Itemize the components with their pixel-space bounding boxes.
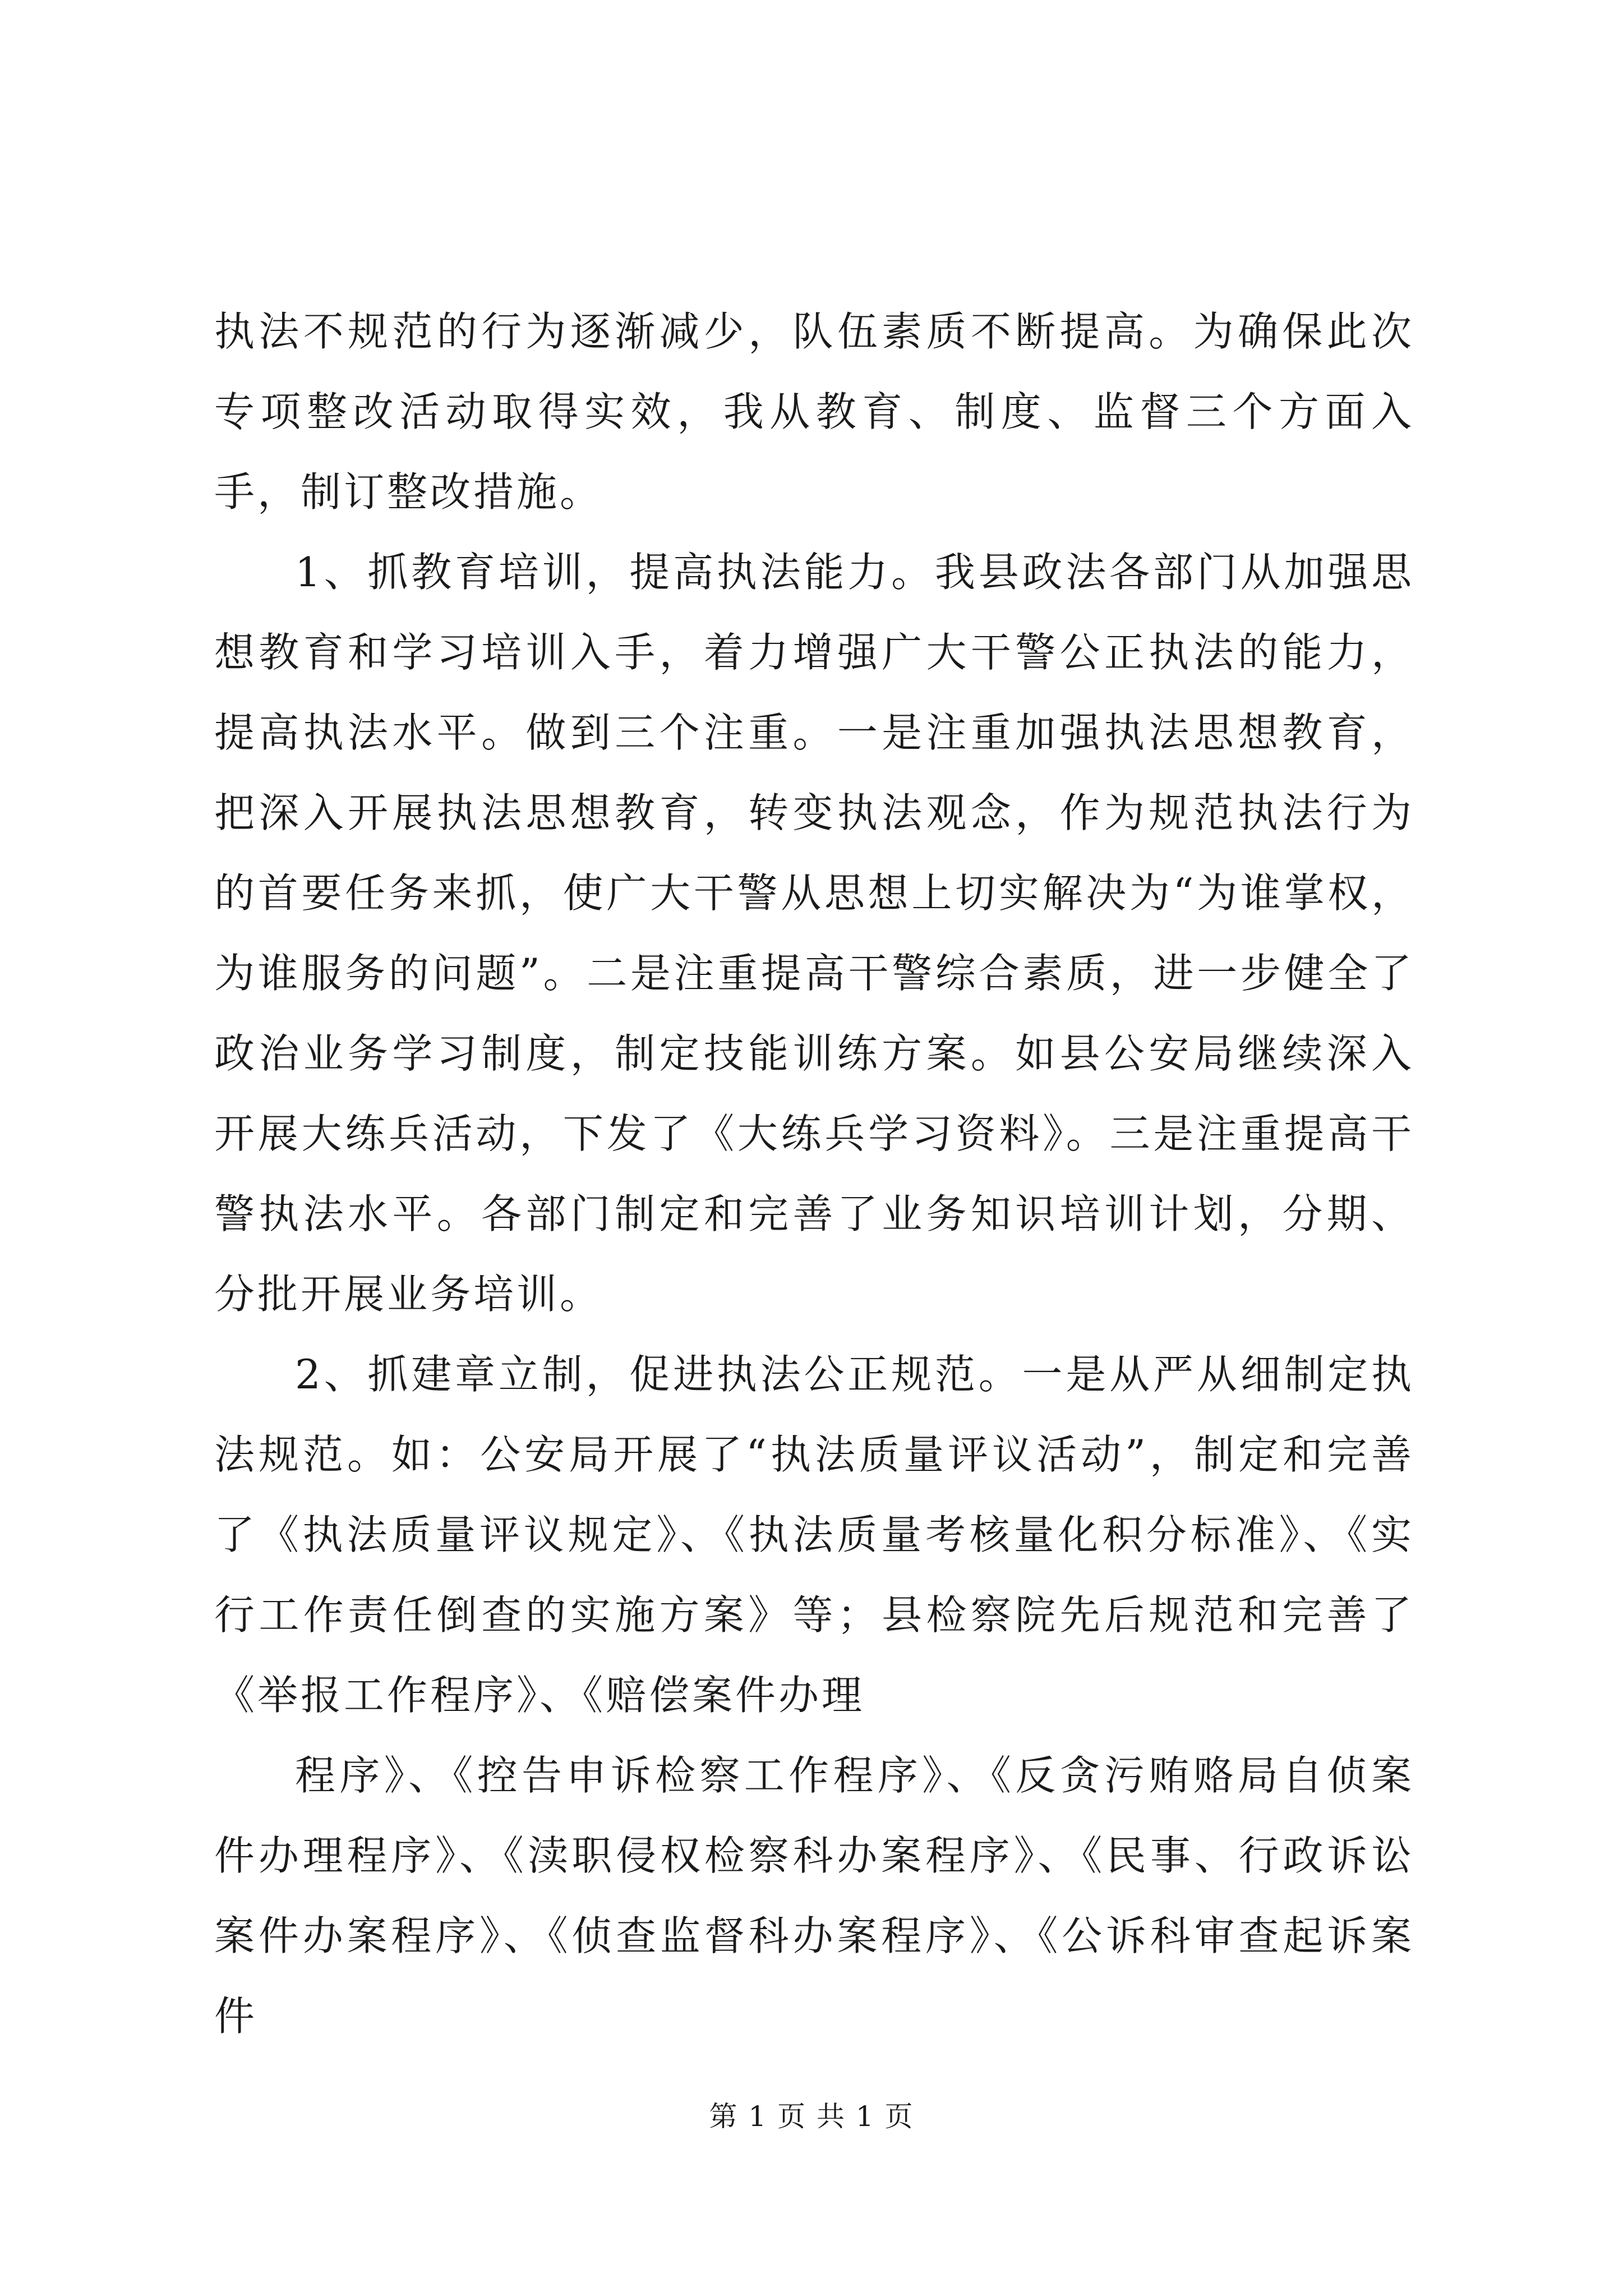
paragraph-procedures-continued: 程序》、《控告申诉检察工作程序》、《反贪污贿赂局自侦案件办理程序》、《渎职侵权检察科办案程序》、《民事、行政诉讼案件办案程序》、《侦查监督科办案程序》、《公诉科审查起诉案件 <box>214 1752 1414 2040</box>
document-body <box>214 292 1414 2056</box>
page-number-footer: 第 1 页 共 1 页 <box>709 2100 914 2133</box>
paragraph-education-training: 1、抓教育培训，提高执法能力。我县政法各部门从加强思想教育和学习培训入手，着力增强广大干警公正执法的能力，提高执法水平。做到三个注重。一是注重加强执法思想教育，把深入开展执法思想教育，转变执法观念，作为规范执法行为的首要任务来抓，使广大干警从思想上切实解决为“为谁掌权，为谁服务的问题”。二是注重提高干警综合素质，进一步健全了政治业务学习制度，制定技能训练方案。如县公安局继续深入开展大练兵活动，下发了《大练兵学习资料》。三是注重提高干警执法水平。各部门制定和完善了业务知识培训计划，分期、分批开展业务培训。 <box>214 549 1414 1318</box>
paragraph-regulations: 2、抓建章立制，促进执法公正规范。一是从严从细制定执法规范。如：公安局开展了“执法质量评议活动”，制定和完善了《执法质量评议规定》、《执法质量考核量化积分标准》、《实行工作责任倒查的实施方案》等；县检察院先后规范和完善了《举报工作程序》、《赔偿案件办理 <box>214 1351 1414 1719</box>
paragraph-intro: 执法不规范的行为逐渐减少，队伍素质不断提高。为确保此次专项整改活动取得实效，我从教育、制度、监督三个方面入手，制订整改措施。 <box>214 308 1414 516</box>
